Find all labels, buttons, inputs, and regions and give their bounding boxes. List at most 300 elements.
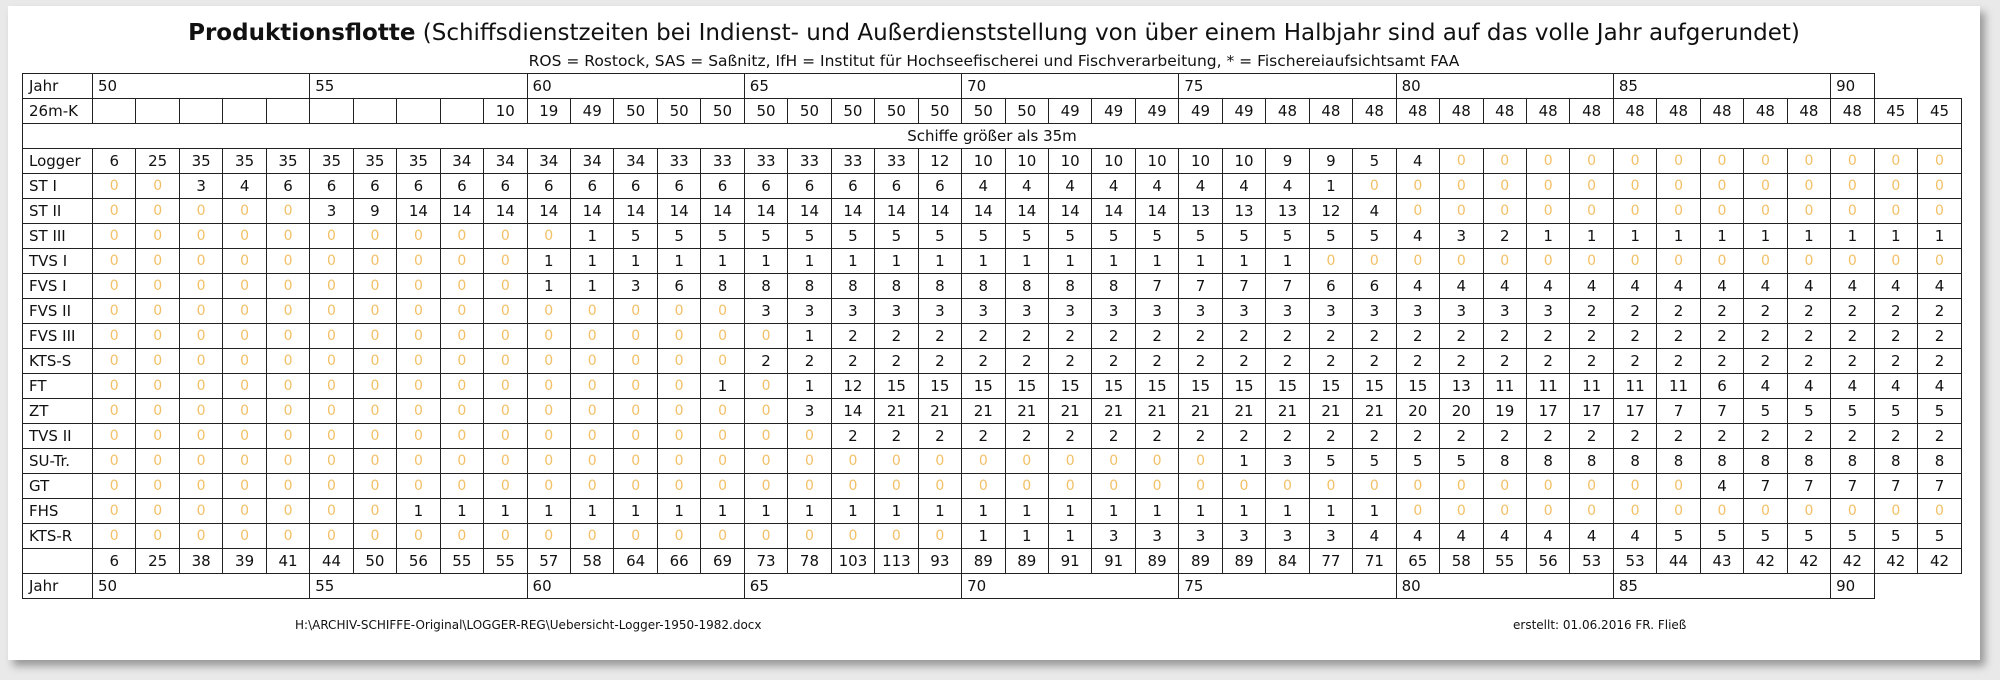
table-cell: 4: [1918, 274, 1962, 299]
year-mark: 75: [1179, 574, 1396, 599]
table-cell: 10: [1222, 149, 1265, 174]
table-cell: 9: [1266, 149, 1309, 174]
table-cell: 12: [918, 149, 961, 174]
table-cell: 1: [1266, 499, 1309, 524]
table-cell: 4: [1222, 174, 1265, 199]
table-cell: 2: [1700, 424, 1743, 449]
table-cell: 0: [93, 374, 136, 399]
table-cell: 0: [136, 474, 179, 499]
table-cell: 1: [1222, 449, 1265, 474]
table-cell: 0: [223, 449, 266, 474]
table-cell: 7: [1918, 474, 1962, 499]
table-cell: 0: [1613, 149, 1656, 174]
table-cell: 1: [1309, 499, 1352, 524]
table-cell: 48: [1570, 99, 1613, 124]
table-cell: 2: [1526, 349, 1569, 374]
table-cell: 7: [1831, 474, 1874, 499]
row-label: ZT: [23, 399, 93, 424]
table-cell: 0: [744, 524, 787, 549]
table-cell: 0: [310, 474, 353, 499]
table-cell: 0: [1613, 499, 1656, 524]
row-label: FVS II: [23, 299, 93, 324]
table-cell: 0: [397, 324, 440, 349]
table-cell: 0: [1918, 174, 1962, 199]
table-cell: 4: [1396, 224, 1439, 249]
table-cell: 2: [1831, 349, 1874, 374]
table-cell: 0: [397, 224, 440, 249]
table-cell: 0: [440, 449, 483, 474]
table-cell: 0: [1440, 474, 1483, 499]
table-cell: 0: [353, 524, 396, 549]
table-row: [23, 174, 1962, 199]
table-cell: 1: [1005, 524, 1048, 549]
table-cell: 0: [136, 199, 179, 224]
table-cell: 0: [266, 474, 309, 499]
table-cell: 0: [1874, 499, 1917, 524]
total-cell: 43: [1700, 549, 1743, 574]
table-cell: 5: [744, 224, 787, 249]
table-cell: 0: [1440, 199, 1483, 224]
table-cell: 8: [744, 274, 787, 299]
table-cell: 0: [93, 399, 136, 424]
table-cell: 8: [788, 274, 831, 299]
table-cell: 2: [1613, 424, 1656, 449]
table-cell: 1: [570, 224, 613, 249]
table-cell: 0: [788, 424, 831, 449]
total-cell: 53: [1613, 549, 1656, 574]
table-cell: 48: [1353, 99, 1396, 124]
table-cell: 0: [136, 424, 179, 449]
table-cell: 8: [1526, 449, 1569, 474]
table-cell: 0: [1483, 199, 1526, 224]
table-cell: 0: [397, 374, 440, 399]
table-cell: 0: [223, 199, 266, 224]
table-cell: 3: [1266, 524, 1309, 549]
table-cell: 0: [93, 474, 136, 499]
fleet-table: [22, 73, 1962, 599]
table-cell: 10: [1005, 149, 1048, 174]
table-cell: 0: [1744, 149, 1787, 174]
table-cell: 6: [1309, 274, 1352, 299]
table-cell: 21: [1353, 399, 1396, 424]
table-cell: 15: [1353, 374, 1396, 399]
table-cell: 2: [875, 349, 918, 374]
table-cell: 3: [1309, 299, 1352, 324]
table-cell: 0: [440, 424, 483, 449]
table-cell: 3: [1309, 524, 1352, 549]
table-cell: 1: [788, 324, 831, 349]
table-cell: 0: [1135, 474, 1178, 499]
table-cell: 0: [440, 274, 483, 299]
total-cell: 89: [962, 549, 1005, 574]
table-cell: 4: [1657, 274, 1700, 299]
row-label: ST I: [23, 174, 93, 199]
table-cell: 0: [570, 424, 613, 449]
table-cell: 5: [1048, 224, 1091, 249]
table-row: [23, 399, 1962, 424]
total-cell: 55: [440, 549, 483, 574]
table-cell: 0: [397, 349, 440, 374]
table-cell: 34: [527, 149, 570, 174]
table-cell: 49: [1048, 99, 1091, 124]
total-cell: 6: [93, 549, 136, 574]
table-cell: 0: [310, 349, 353, 374]
table-cell: 2: [1657, 349, 1700, 374]
table-cell: 1: [570, 499, 613, 524]
table-row: [23, 349, 1962, 374]
year-mark: 85: [1613, 574, 1830, 599]
table-cell: 15: [962, 374, 1005, 399]
table-cell: 2: [1613, 299, 1656, 324]
page-subtitle: ROS = Rostock, SAS = Saßnitz, IfH = Institut für Hochseefischerei und Fischverarbeitung, * = Fischereiaufsichtsamt FAA: [528, 52, 1460, 70]
table-cell: 0: [179, 274, 222, 299]
table-cell: 0: [440, 224, 483, 249]
table-cell: 2: [1570, 424, 1613, 449]
table-cell: 0: [875, 449, 918, 474]
table-cell: 0: [353, 399, 396, 424]
table-cell: 0: [1353, 474, 1396, 499]
table-cell: 50: [918, 99, 961, 124]
table-cell: 0: [484, 524, 527, 549]
table-cell: 4: [1092, 174, 1135, 199]
table-row: [23, 374, 1962, 399]
total-cell: 42: [1918, 549, 1962, 574]
table-cell: 45: [1874, 99, 1917, 124]
total-cell: 91: [1092, 549, 1135, 574]
table-cell: 0: [657, 524, 700, 549]
table-cell: 0: [93, 299, 136, 324]
table-cell: 4: [1613, 274, 1656, 299]
table-cell: 12: [1309, 199, 1352, 224]
table-cell: 0: [353, 274, 396, 299]
table-cell: 0: [527, 449, 570, 474]
table-cell: 0: [614, 524, 657, 549]
table-cell: 10: [484, 99, 527, 124]
table-cell: 0: [397, 249, 440, 274]
table-cell: 1: [1918, 224, 1962, 249]
table-cell: 0: [136, 524, 179, 549]
table-cell: 0: [266, 249, 309, 274]
table-cell: 0: [1526, 149, 1569, 174]
table-cell: 1: [1526, 224, 1569, 249]
table-cell: 0: [1613, 174, 1656, 199]
table-cell: 2: [1396, 424, 1439, 449]
year-mark: 65: [744, 74, 961, 99]
table-cell: 0: [1613, 474, 1656, 499]
table-cell: 21: [1266, 399, 1309, 424]
table-cell: 4: [1048, 174, 1091, 199]
table-cell: 0: [136, 299, 179, 324]
table-cell: 21: [1309, 399, 1352, 424]
table-cell: 3: [1396, 299, 1439, 324]
table-cell: 5: [1874, 399, 1917, 424]
table-cell: [353, 99, 396, 124]
table-cell: 33: [788, 149, 831, 174]
table-row: [23, 249, 1962, 274]
table-cell: 11: [1657, 374, 1700, 399]
table-cell: 0: [614, 424, 657, 449]
table-cell: 0: [744, 374, 787, 399]
table-cell: 1: [570, 249, 613, 274]
table-row: [23, 274, 1962, 299]
table-cell: 5: [1657, 524, 1700, 549]
year-mark: 85: [1613, 74, 1830, 99]
section-label: Schiffe größer als 35m: [23, 124, 1962, 149]
table-cell: 0: [1918, 499, 1962, 524]
year-mark: 55: [310, 574, 527, 599]
table-cell: 2: [1700, 299, 1743, 324]
table-cell: 0: [1831, 199, 1874, 224]
total-cell: 71: [1353, 549, 1396, 574]
table-cell: 0: [223, 524, 266, 549]
table-cell: 0: [657, 349, 700, 374]
table-cell: 2: [1266, 349, 1309, 374]
table-cell: [397, 99, 440, 124]
table-cell: 2: [1092, 424, 1135, 449]
table-cell: 33: [875, 149, 918, 174]
year-mark: 90: [1831, 574, 1874, 599]
table-cell: 0: [397, 524, 440, 549]
table-cell: 0: [1396, 249, 1439, 274]
table-cell: 35: [397, 149, 440, 174]
row-label: Jahr: [23, 574, 93, 599]
table-cell: 9: [1309, 149, 1352, 174]
total-cell: 39: [223, 549, 266, 574]
table-cell: 2: [1918, 349, 1962, 374]
table-cell: 35: [310, 149, 353, 174]
table-cell: 4: [1787, 374, 1830, 399]
table-cell: 2: [1874, 299, 1917, 324]
table-cell: 50: [701, 99, 744, 124]
table-cell: 0: [223, 299, 266, 324]
table-cell: 4: [1744, 374, 1787, 399]
table-cell: 48: [1266, 99, 1309, 124]
total-cell: 58: [570, 549, 613, 574]
table-cell: 5: [1744, 524, 1787, 549]
table-cell: 14: [1048, 199, 1091, 224]
table-cell: 2: [1787, 324, 1830, 349]
table-cell: 4: [1700, 474, 1743, 499]
table-cell: 5: [1787, 524, 1830, 549]
total-cell: 103: [831, 549, 874, 574]
table-cell: 0: [1657, 174, 1700, 199]
table-cell: 0: [744, 474, 787, 499]
table-cell: 4: [1483, 524, 1526, 549]
table-cell: 13: [1222, 199, 1265, 224]
total-cell: 56: [397, 549, 440, 574]
table-cell: 1: [918, 499, 961, 524]
table-cell: 48: [1657, 99, 1700, 124]
total-cell: 91: [1048, 549, 1091, 574]
total-cell: 89: [1222, 549, 1265, 574]
table-cell: 2: [1874, 349, 1917, 374]
table-cell: 0: [1657, 499, 1700, 524]
table-cell: 0: [484, 299, 527, 324]
table-cell: 0: [614, 299, 657, 324]
table-cell: 0: [657, 374, 700, 399]
table-cell: 2: [1613, 349, 1656, 374]
table-cell: 4: [1874, 274, 1917, 299]
table-cell: 0: [266, 199, 309, 224]
table-cell: 21: [1135, 399, 1178, 424]
total-cell: 78: [788, 549, 831, 574]
table-cell: 0: [527, 374, 570, 399]
table-cell: 10: [1179, 149, 1222, 174]
table-cell: 0: [93, 274, 136, 299]
table-cell: 0: [223, 399, 266, 424]
table-cell: 0: [353, 249, 396, 274]
table-cell: 0: [918, 474, 961, 499]
table-cell: 3: [962, 299, 1005, 324]
table-cell: 2: [1613, 324, 1656, 349]
table-cell: 8: [1700, 449, 1743, 474]
table-cell: 2: [1831, 424, 1874, 449]
table-cell: 35: [353, 149, 396, 174]
table-cell: 17: [1526, 399, 1569, 424]
table-cell: 2: [1657, 424, 1700, 449]
table-cell: 0: [266, 324, 309, 349]
footer-created: erstellt: 01.06.2016 FR. Fließ: [1513, 618, 1687, 632]
table-cell: 1: [1179, 249, 1222, 274]
table-cell: 50: [744, 99, 787, 124]
total-cell: 77: [1309, 549, 1352, 574]
table-cell: 35: [223, 149, 266, 174]
table-cell: 3: [1135, 524, 1178, 549]
table-cell: 2: [1048, 349, 1091, 374]
table-cell: 5: [1787, 399, 1830, 424]
table-cell: 21: [962, 399, 1005, 424]
table-cell: 0: [223, 249, 266, 274]
table-cell: 1: [918, 249, 961, 274]
total-cell: 89: [1005, 549, 1048, 574]
table-cell: 0: [1526, 174, 1569, 199]
total-cell: 42: [1787, 549, 1830, 574]
table-cell: 1: [1700, 224, 1743, 249]
table-cell: 2: [1570, 349, 1613, 374]
total-cell: 41: [266, 549, 309, 574]
table-cell: 1: [1135, 249, 1178, 274]
table-cell: 0: [701, 424, 744, 449]
table-cell: 0: [440, 524, 483, 549]
table-cell: 21: [875, 399, 918, 424]
table-cell: 1: [831, 249, 874, 274]
table-cell: 0: [266, 374, 309, 399]
table-cell: 0: [1874, 149, 1917, 174]
table-cell: 20: [1440, 399, 1483, 424]
table-cell: 2: [1657, 324, 1700, 349]
table-cell: 2: [962, 349, 1005, 374]
table-cell: 1: [962, 249, 1005, 274]
table-cell: 0: [1483, 499, 1526, 524]
table-cell: 0: [136, 249, 179, 274]
table-cell: 2: [1700, 349, 1743, 374]
table-cell: 0: [1092, 449, 1135, 474]
table-cell: 0: [353, 499, 396, 524]
table-cell: 0: [1831, 499, 1874, 524]
table-cell: 15: [1092, 374, 1135, 399]
table-cell: 0: [1831, 149, 1874, 174]
table-cell: 0: [657, 474, 700, 499]
table-cell: 4: [1353, 199, 1396, 224]
table-cell: 0: [93, 349, 136, 374]
table-cell: 14: [875, 199, 918, 224]
table-cell: 1: [527, 249, 570, 274]
table-cell: 0: [744, 399, 787, 424]
table-cell: 3: [788, 299, 831, 324]
table-cell: 0: [266, 499, 309, 524]
table-cell: 14: [962, 199, 1005, 224]
total-cell: 25: [136, 549, 179, 574]
table-cell: 0: [570, 524, 613, 549]
total-cell: 56: [1526, 549, 1569, 574]
table-cell: 2: [1353, 349, 1396, 374]
table-cell: 0: [440, 299, 483, 324]
total-cell: 42: [1831, 549, 1874, 574]
table-cell: 0: [484, 349, 527, 374]
table-cell: 1: [1179, 499, 1222, 524]
table-cell: 5: [1874, 524, 1917, 549]
table-cell: 0: [266, 274, 309, 299]
table-cell: 6: [353, 174, 396, 199]
table-cell: 0: [223, 499, 266, 524]
table-row: [23, 199, 1962, 224]
table-cell: 4: [1613, 524, 1656, 549]
table-cell: 2: [1440, 349, 1483, 374]
table-cell: 0: [440, 474, 483, 499]
table-cell: 7: [1135, 274, 1178, 299]
table-row: [23, 299, 1962, 324]
table-cell: 1: [657, 249, 700, 274]
table-cell: 3: [1005, 299, 1048, 324]
table-cell: 2: [1483, 424, 1526, 449]
table-cell: 14: [614, 199, 657, 224]
table-cell: 0: [93, 499, 136, 524]
table-cell: 48: [1526, 99, 1569, 124]
table-cell: 13: [1179, 199, 1222, 224]
table-cell: 0: [1266, 474, 1309, 499]
table-cell: 0: [1570, 499, 1613, 524]
table-cell: 11: [1526, 374, 1569, 399]
table-cell: 7: [1744, 474, 1787, 499]
table-cell: 0: [136, 499, 179, 524]
table-cell: 14: [527, 199, 570, 224]
total-cell: 58: [1440, 549, 1483, 574]
table-cell: 2: [1787, 299, 1830, 324]
table-cell: 15: [1309, 374, 1352, 399]
table-cell: 34: [440, 149, 483, 174]
table-cell: 0: [1396, 199, 1439, 224]
table-cell: 20: [1396, 399, 1439, 424]
table-cell: 15: [1222, 374, 1265, 399]
table-cell: 48: [1831, 99, 1874, 124]
table-cell: 3: [179, 174, 222, 199]
table-cell: 4: [1787, 274, 1830, 299]
table-cell: 0: [657, 424, 700, 449]
table-cell: 6: [484, 174, 527, 199]
table-cell: 2: [1918, 324, 1962, 349]
table-cell: 0: [1179, 449, 1222, 474]
table-cell: 0: [353, 474, 396, 499]
table-cell: 6: [744, 174, 787, 199]
table-cell: 15: [1396, 374, 1439, 399]
table-cell: 6: [831, 174, 874, 199]
table-cell: 11: [1570, 374, 1613, 399]
table-cell: 0: [353, 374, 396, 399]
table-cell: 0: [310, 449, 353, 474]
table-cell: 12: [831, 374, 874, 399]
table-cell: 2: [1787, 349, 1830, 374]
table-cell: 3: [614, 274, 657, 299]
